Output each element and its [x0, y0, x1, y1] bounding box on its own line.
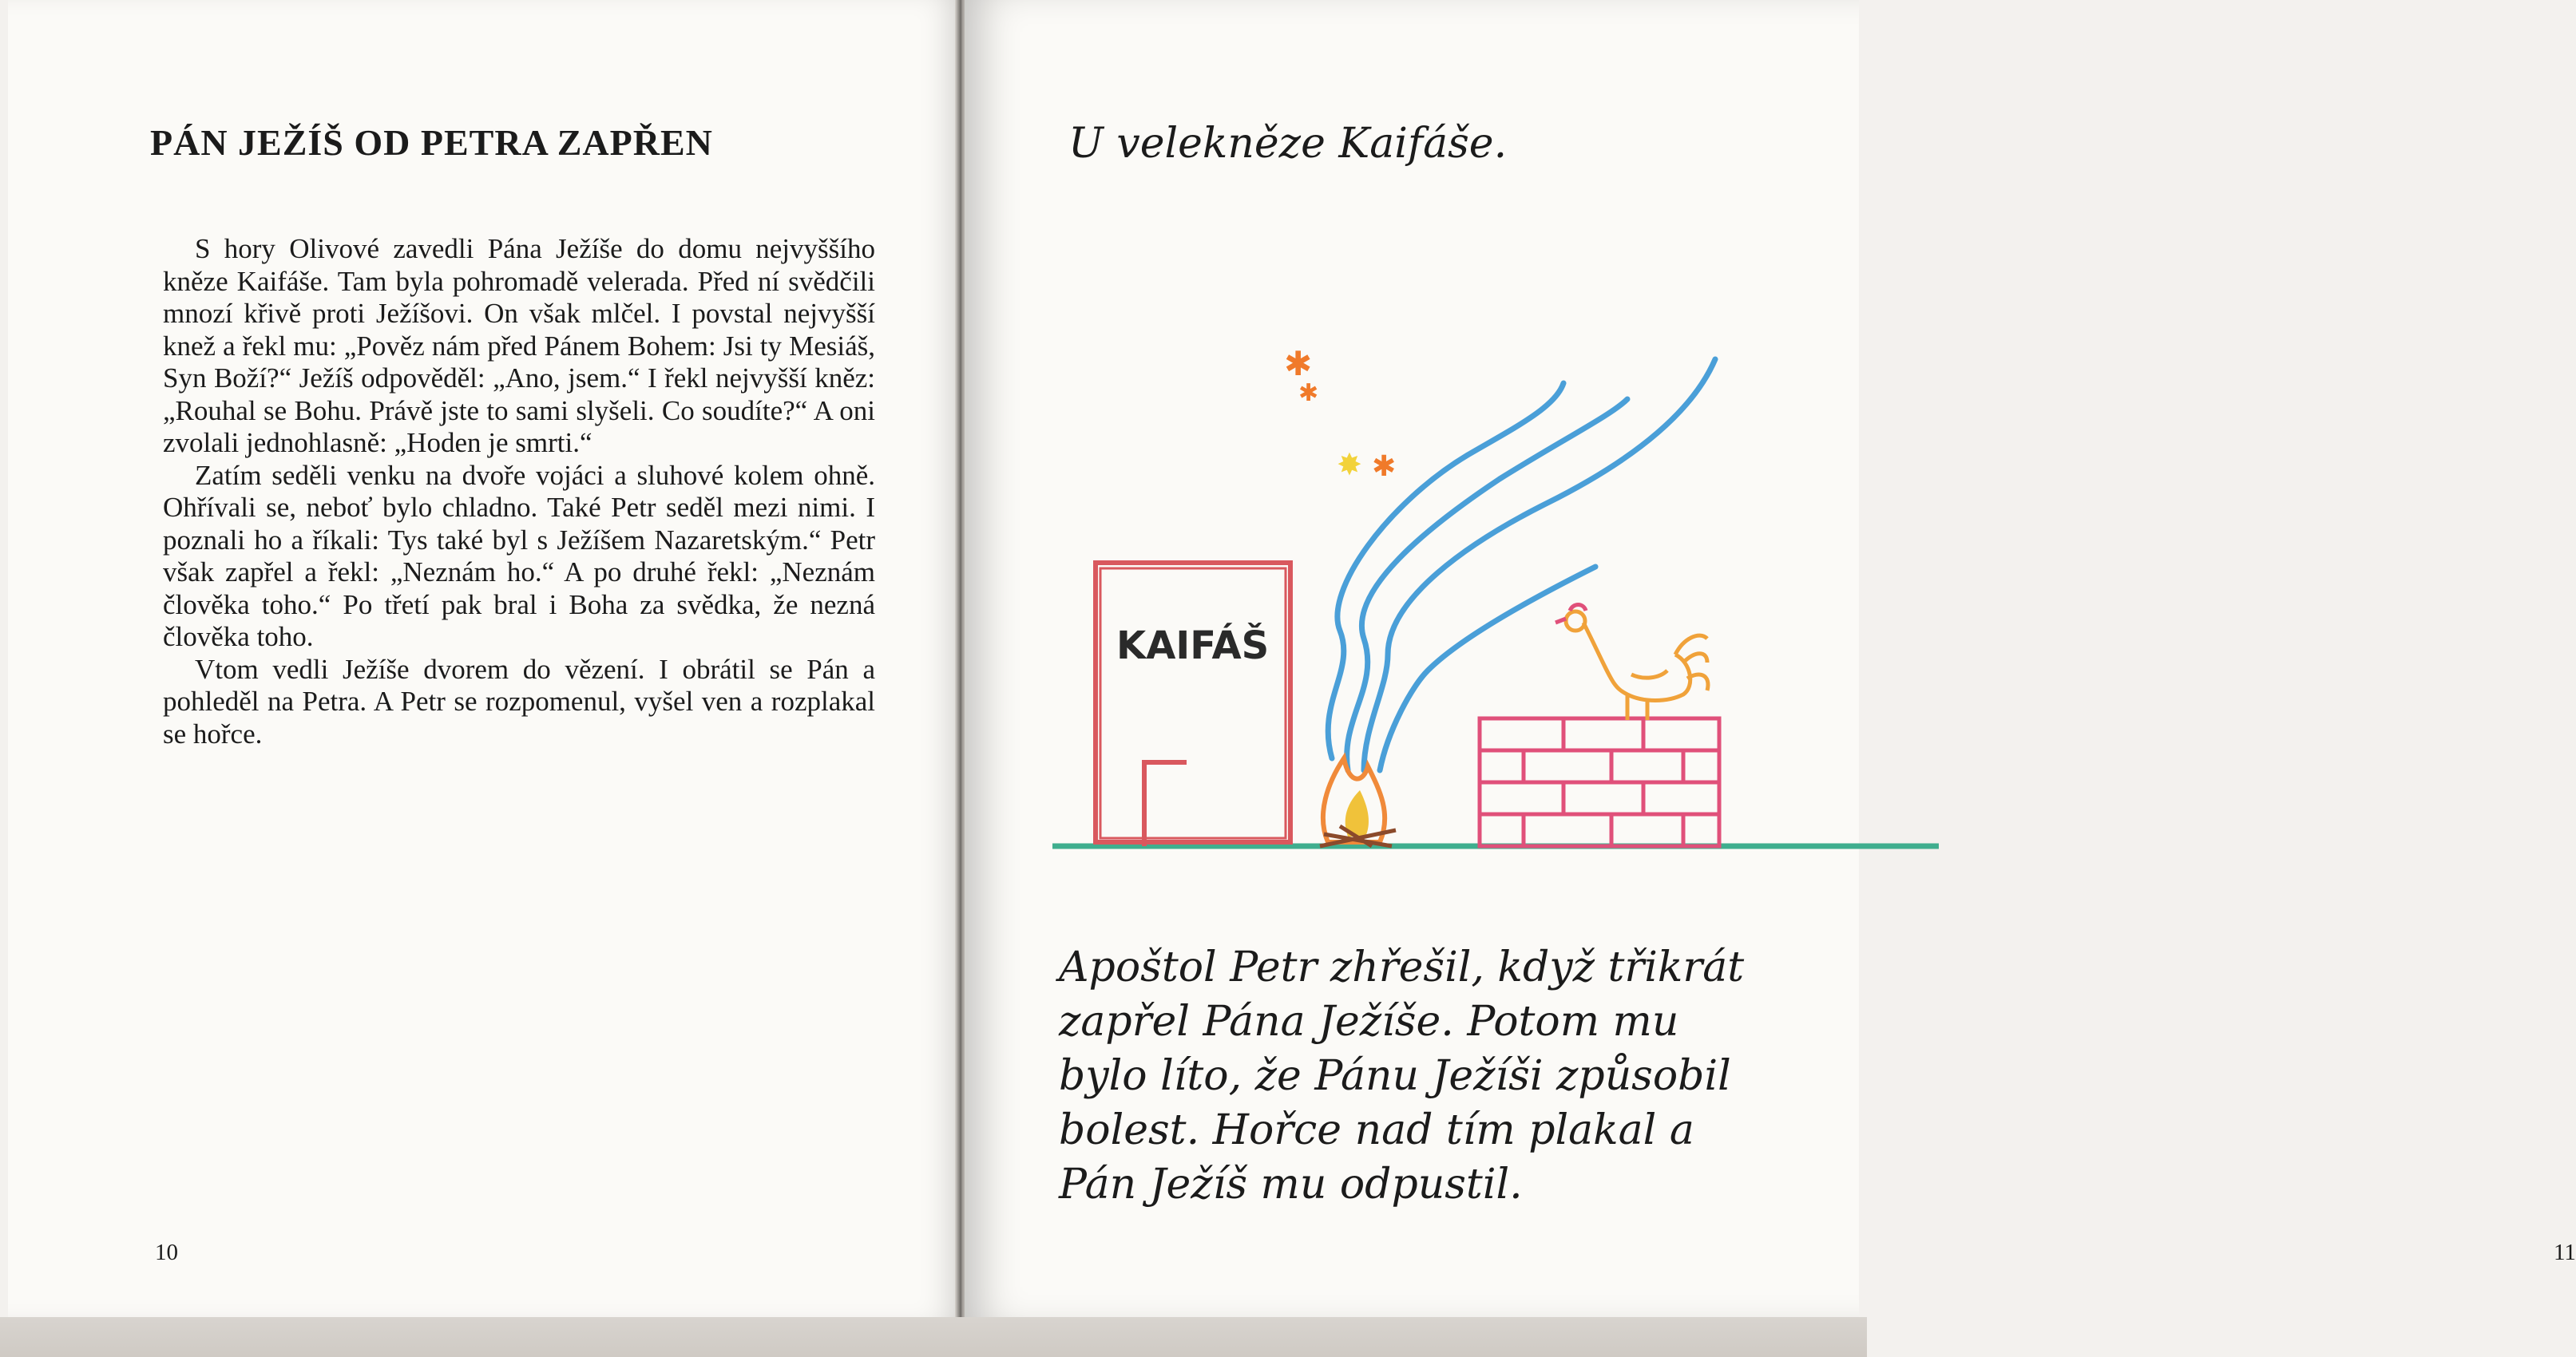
- chapter-text: [163, 233, 875, 750]
- svg-text:✸: ✸: [1337, 447, 1362, 482]
- chapter-title: PÁN JEŽÍŠ OD PETRA ZAPŘEN: [150, 122, 713, 163]
- illustration-courtyard: [1052, 335, 1955, 862]
- door-label: KAIFÁŠ: [1116, 623, 1270, 668]
- smoke-icon: [1328, 359, 1715, 770]
- brick-wall: [1480, 718, 1719, 846]
- kaifas-house: [1096, 563, 1290, 846]
- rooster-icon: [1556, 605, 1708, 721]
- paragraph-1: S hory Olivové zavedli Pána Ježíše do domu nejvyššího kněze Kaifáše. Tam byla pohromadě velerada. Před ní svědčili mnozí křivě proti Ježíšovi. On však mlčel. I povstal nejvyšší knež a řekl mu: „Pověz nám před Pánem Bohem: Jsi ty Mesiáš, Syn Boží?“ Ježíš odpověděl: „Ano, jsem.“ I řekl nejvyšší kněz: „Rouhal se Bohu. Právě jste to sami slyšeli. Co soudíte?“ A oni zvolali jednohlasně: „Hoden je smrti.“: [163, 233, 875, 458]
- handwritten-moral: Apoštol Petr zhřešil, když třikrát zapřel Pána Ježíše. Potom mu bylo líto, že Pánu Ježíši způsobil bolest. Hořce nad tím plakal a Pán Ježíš mu odpustil.: [1059, 944, 1745, 1209]
- svg-text:✱: ✱: [1284, 344, 1313, 383]
- page-number-left: 10: [155, 1240, 178, 1265]
- svg-text:✱: ✱: [1298, 379, 1319, 407]
- handwritten-caption-title: U velekněze Kaifáše.: [1068, 120, 1508, 168]
- right-page: [965, 0, 2576, 1319]
- paragraph-2: Zatím seděli venku na dvoře vojáci a sluhové kolem ohně. Ohřívali se, neboť bylo chladno. Také Petr seděl mezi nimi. I poznali ho a říkali: Tys také byl s Ježíšem Nazaretským.“ Petr však zapřel a řekl: „Neznám ho.“ A po druhé řekl: „Neznám člověka toho.“ Po třetí pak bral i Boha za svědka, že nezná člověka toho.: [163, 459, 875, 652]
- svg-text:✱: ✱: [1372, 450, 1397, 483]
- left-page: [8, 0, 960, 1319]
- page-edge-shadow: [0, 1317, 1867, 1357]
- stars-icon: [1284, 344, 1396, 483]
- paragraph-3: Vtom vedli Ježíše dvorem do vězení. I obrátil se Pán a pohleděl na Petra. A Petr se rozpomenul, vyšel ven a rozplakal se hořce.: [163, 653, 875, 750]
- fire-icon: [1320, 758, 1396, 846]
- page-number-right: 11: [2554, 1240, 2576, 1265]
